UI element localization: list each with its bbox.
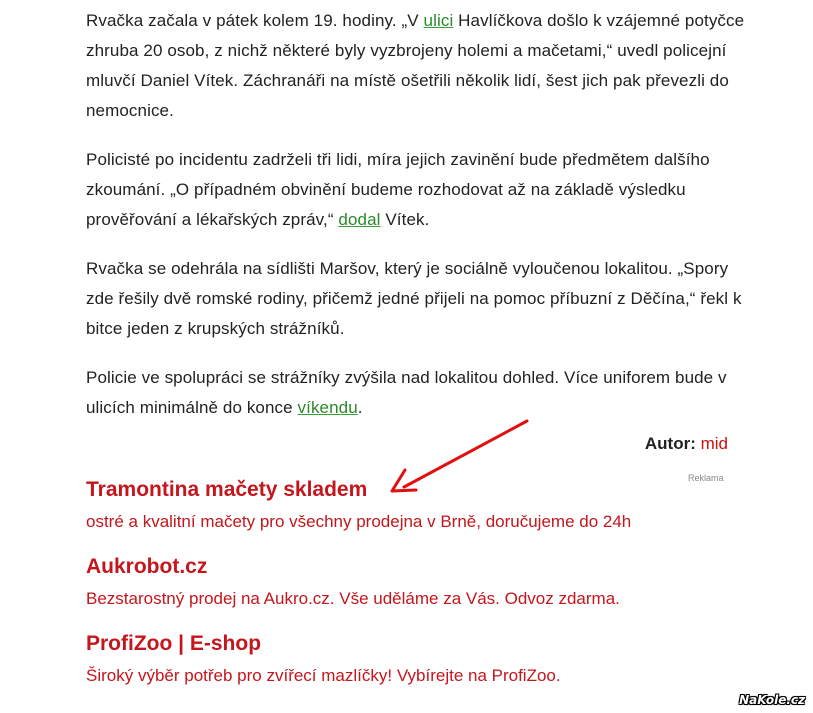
ad-description-link[interactable]: Široký výběr potřeb pro zvířecí mazlíčky! Vybírejte na ProfiZoo. (86, 666, 561, 685)
ad-block (86, 477, 746, 708)
ad-title-link[interactable]: Tramontina mačety skladem (86, 478, 368, 501)
paragraph-text: . (357, 398, 363, 417)
article-paragraph (86, 254, 746, 344)
author-label: Autor: (644, 434, 696, 453)
watermark-logo: NaKole.cz (739, 693, 805, 707)
link-dodal[interactable]: dodal (338, 210, 381, 229)
article-paragraph (86, 363, 746, 423)
article-paragraph (86, 6, 746, 126)
paragraph-text: Policisté po incidentu zadrželi tři lidi, míra jejich zavinění bude předmětem dalšího zkoumání. „O případném obvinění budeme rozhodovat až na základě výsledku prověřování a lékařských zpráv,“ (86, 150, 710, 229)
paragraph-text: Vítek. (380, 210, 430, 229)
ad-title-link[interactable]: Aukrobot.cz (86, 555, 208, 578)
article-author (645, 433, 728, 455)
link-vikendu[interactable]: víkendu (297, 398, 358, 417)
paragraph-text: Rvačka začala v pátek kolem 19. hodiny. „V (86, 11, 424, 30)
author-name[interactable]: mid (700, 434, 728, 453)
article-paragraph (86, 145, 746, 235)
article-body (86, 6, 746, 442)
ad-item (86, 554, 746, 612)
paragraph-text: Policie ve spolupráci se strážníky zvýšila nad lokalitou dohled. Více uniforem bude v ulicích minimálně do konce (86, 368, 727, 417)
ad-item (86, 631, 746, 689)
ad-title-link[interactable]: ProfiZoo | E-shop (86, 632, 262, 655)
paragraph-text: Rvačka se odehrála na sídlišti Maršov, který je sociálně vyloučenou lokalitou. „Spory zde řešily dvě romské rodiny, přičemž jedné přijeli na pomoc příbuzní z Děčína,“ řekl k bitce jeden z krupských strážníků. (86, 259, 742, 338)
ad-description-link[interactable]: Bezstarostný prodej na Aukro.cz. Vše uděláme za Vás. Odvoz zdarma. (86, 589, 620, 608)
ad-item (86, 477, 746, 535)
link-ulici[interactable]: ulici (423, 11, 454, 30)
ad-description-link[interactable]: ostré a kvalitní mačety pro všechny prodejna v Brně, doručujeme do 24h (86, 512, 632, 531)
paragraph-text: Havlíčkova došlo k vzájemné potyčce zhruba 20 osob, z nichž některé byly vyzbrojeny holemi a mačetami,“ uvedl policejní mluvčí Daniel Vítek. Záchranáři na místě ošetřili několik lidí, šest jich pak převezli do nemocnice. (86, 11, 745, 120)
ad-label: Reklama (688, 473, 724, 483)
